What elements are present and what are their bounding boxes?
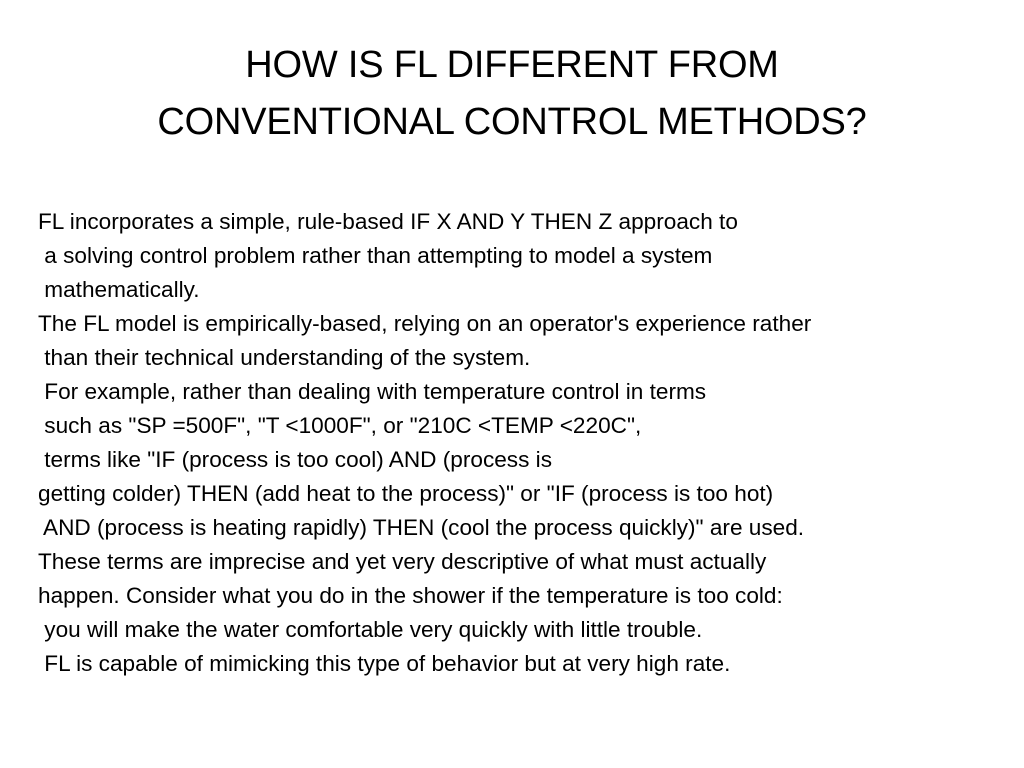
- body-line-5: than their technical understanding of the system.: [38, 345, 531, 370]
- body-line-7: such as "SP =500F", "T <1000F", or "210C <TEMP <220C",: [38, 413, 642, 438]
- body-line-11: These terms are imprecise and yet very descriptive of what must actually: [38, 549, 767, 574]
- body-line-3: mathematically.: [38, 277, 200, 302]
- slide-title-line-1: HOW IS FL DIFFERENT FROM: [245, 44, 779, 86]
- slide-body-text: [38, 205, 1023, 681]
- body-line-12: happen. Consider what you do in the shower if the temperature is too cold:: [38, 583, 783, 608]
- slide-title: [0, 37, 1024, 151]
- body-line-6: For example, rather than dealing with temperature control in terms: [38, 379, 707, 404]
- body-line-4: The FL model is empirically-based, relying on an operator's experience rather: [38, 311, 812, 336]
- body-line-9: getting colder) THEN (add heat to the process)" or "IF (process is too hot): [38, 481, 774, 506]
- body-line-1: FL incorporates a simple, rule-based IF X AND Y THEN Z approach to: [38, 209, 738, 234]
- body-line-13: you will make the water comfortable very quickly with little trouble.: [38, 617, 703, 642]
- body-line-8: terms like "IF (process is too cool) AND (process is: [38, 447, 552, 472]
- body-line-14: FL is capable of mimicking this type of behavior but at very high rate.: [38, 651, 731, 676]
- body-line-10: AND (process is heating rapidly) THEN (cool the process quickly)" are used.: [38, 515, 805, 540]
- slide-title-line-2: CONVENTIONAL CONTROL METHODS?: [157, 101, 867, 143]
- body-line-2: a solving control problem rather than attempting to model a system: [38, 243, 713, 268]
